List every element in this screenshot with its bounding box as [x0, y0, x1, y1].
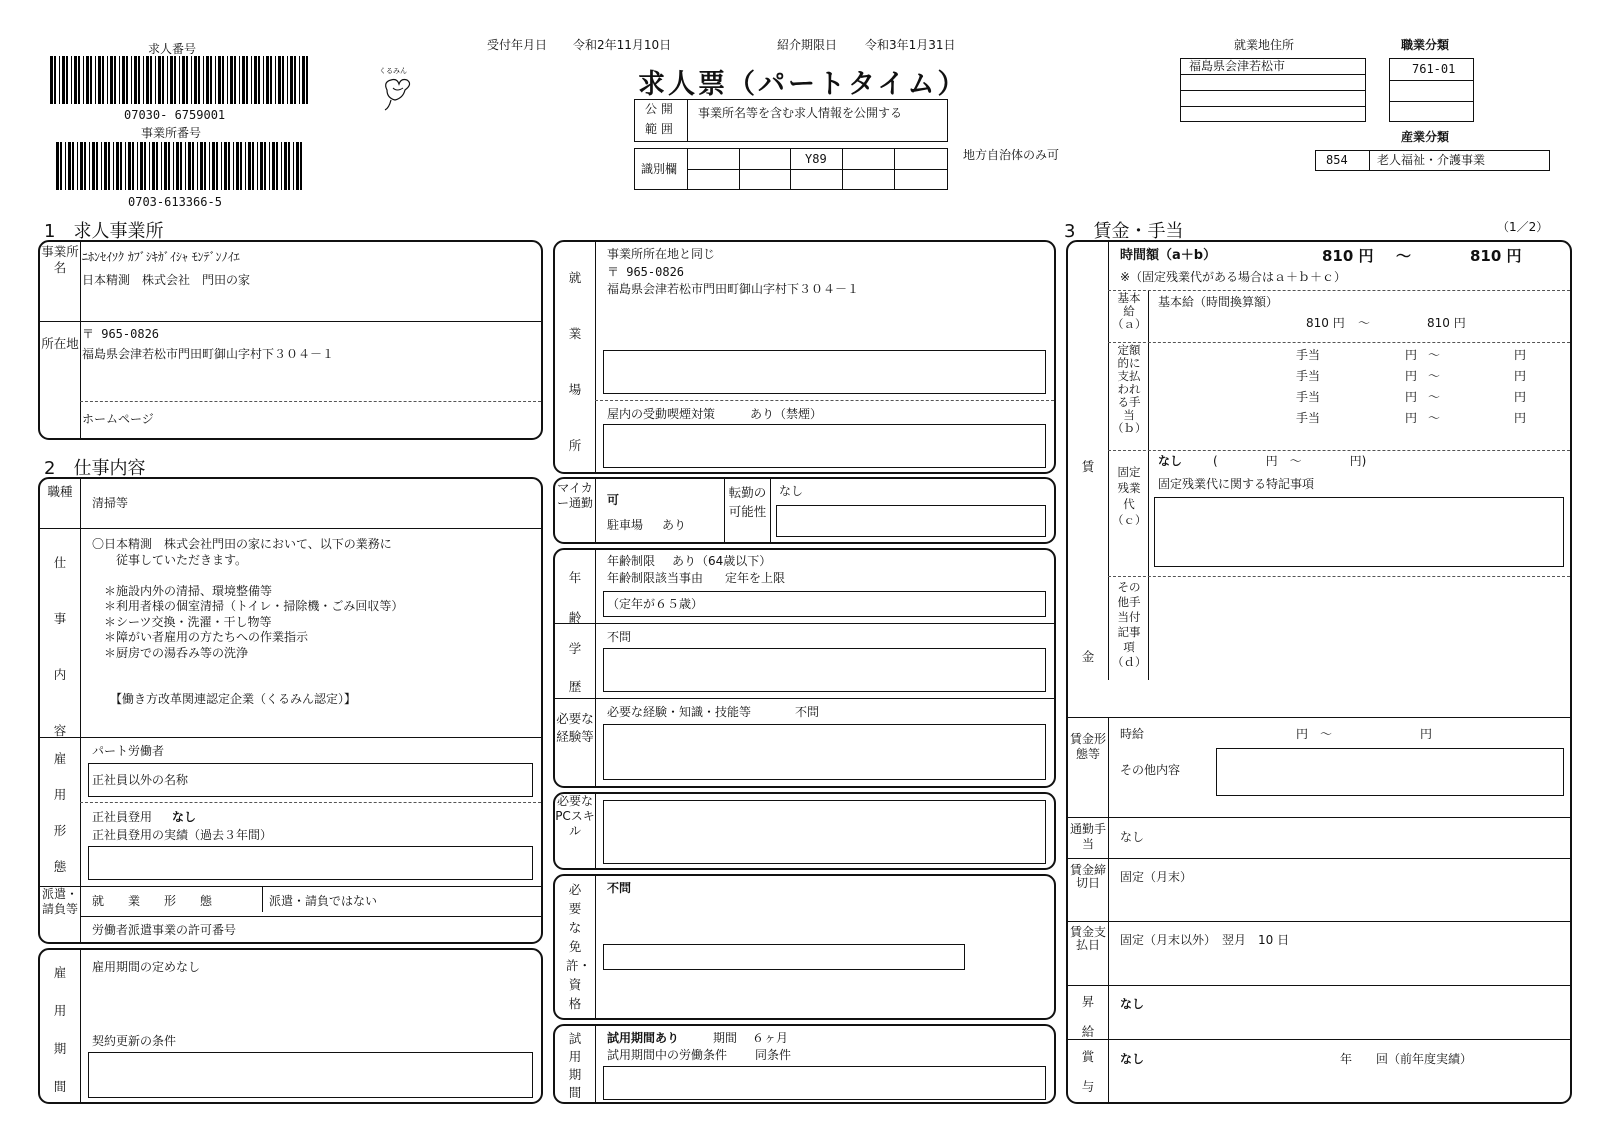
trial-condition-label: 試用期間中の労働条件: [607, 1048, 728, 1062]
location-label: 所在地: [41, 336, 79, 351]
base-salary-min: 810 円: [1306, 316, 1345, 330]
workplace-address-label: 就業地住所: [1234, 38, 1295, 52]
employer-zip: 〒 965-0826: [82, 327, 160, 341]
fixed-allowance-cell: ～: [1428, 411, 1441, 425]
transfer-value: なし: [779, 484, 804, 498]
wage-pay-value: 固定（月末以外） 翌月 10 日: [1120, 933, 1290, 947]
employer-name: 日本精測 株式会社 門田の家: [82, 273, 251, 287]
workplace-box: [553, 240, 1056, 474]
age-limit-value: あり（64歳以下）: [672, 554, 772, 568]
employment-period: 雇用期間の定めなし: [92, 960, 201, 974]
license-box: [553, 874, 1056, 1020]
fixed-allowance-cell: ～: [1428, 369, 1441, 383]
parking-value: あり: [662, 518, 687, 532]
car-commute-value: 可: [607, 493, 620, 507]
work-content-line: ＊厨房での湯呑み等の洗浄: [92, 645, 249, 660]
hourly-wage-max: 810 円: [1470, 247, 1522, 265]
workplace-zip: 〒 965-0826: [607, 265, 685, 279]
industry-class-label: 産業分類: [1401, 130, 1450, 144]
bonus-note: 年 回（前年度実績）: [1340, 1052, 1473, 1066]
commute-box: [553, 477, 1056, 544]
parking-label: 駐車場: [607, 518, 644, 532]
employer-name-label: 事業所名: [41, 244, 79, 275]
hourly-wage-min: 810 円: [1322, 247, 1374, 265]
wage-form-max-yen: 円: [1420, 727, 1433, 741]
hourly-wage-note: ※（固定残業代がある場合はａ＋ｂ＋ｃ）: [1120, 270, 1347, 284]
bonus-label: 賞与: [1081, 1049, 1095, 1094]
dispatch-permit-label: 労働者派遣事業の許可番号: [92, 923, 237, 937]
trial-period-value: 試用期間あり: [607, 1031, 680, 1045]
job-class-box: [1389, 58, 1474, 122]
base-salary-max: 810 円: [1427, 316, 1466, 330]
trial-period-label: 試用期間: [568, 1031, 582, 1100]
received-label: 受付年月日: [487, 38, 548, 52]
industry-class-box: [1315, 150, 1550, 171]
publish-range-label-2: 範 囲: [645, 122, 673, 136]
fixed-allowance-cell: 円: [1405, 411, 1418, 425]
local-gov-note: 地方自治体のみ可: [963, 148, 1060, 162]
experience-text-label: 必要な経験・知識・技能等: [607, 705, 752, 719]
age-reason-value: 定年を上限: [725, 571, 786, 585]
fixed-allowance-cell: 手当: [1296, 369, 1321, 383]
fixed-allowance-cell: 円: [1405, 348, 1418, 362]
bonus-value: なし: [1120, 1052, 1145, 1066]
industry-code: 854: [1326, 153, 1348, 167]
work-form-value: 派遣・請負ではない: [269, 894, 378, 908]
wage-close-value: 固定（月末）: [1120, 870, 1193, 884]
education-label: 学歴: [568, 641, 582, 694]
job-type: 清掃等: [92, 496, 129, 510]
trial-duration-label: 期間: [713, 1031, 738, 1045]
pc-skill-label: 必要なPCスキル: [555, 794, 595, 838]
section-3-title: 3 賃金・手当: [1064, 221, 1184, 242]
commute-allowance-label: 通勤手当: [1069, 822, 1106, 851]
work-content-line: ＊シーツ交換・洗濯・干し物等: [92, 614, 272, 629]
regular-hire-value: なし: [172, 810, 197, 824]
age-reason-label: 年齢制限該当事由: [607, 571, 704, 585]
homepage-label: ホームページ: [82, 412, 154, 426]
workplace-label: 就業場所: [568, 270, 582, 453]
age-label: 年齢: [568, 570, 582, 625]
fixed-allowance-cell: 円: [1514, 390, 1527, 404]
wage-form-min-yen: 円 ～: [1296, 727, 1333, 741]
fixed-allowance-cell: 円: [1514, 369, 1527, 383]
office-number-label: 事業所番号: [141, 126, 202, 140]
id-field-value: Y89: [805, 152, 827, 166]
employment-period-label: 雇用期間: [53, 965, 67, 1094]
id-field-box: [634, 148, 948, 190]
fixed-allowance-cell: ～: [1428, 390, 1441, 404]
fixed-allowance-cell: 手当: [1296, 348, 1321, 362]
base-salary-label: 基本給（ａ）: [1112, 291, 1147, 331]
work-content-line: 〇日本精測 株式会社門田の家において、以下の業務に: [92, 537, 392, 551]
employer-box: [38, 240, 543, 440]
job-number-label: 求人番号: [148, 42, 197, 56]
regular-hire-label: 正社員登用: [92, 810, 153, 824]
overtime-label: 固定残業代（ｃ）: [1112, 465, 1147, 527]
work-content-line: 【働き方改革関連認定企業（くるみん認定）】: [92, 692, 357, 706]
job-content-box: [38, 477, 543, 944]
page-title: 求人票（パートタイム）: [638, 69, 968, 100]
wage-pay-label: 賃金支払日: [1069, 925, 1106, 952]
trial-condition-value: 同条件: [755, 1048, 792, 1062]
page-number: （1／2）: [1497, 220, 1549, 234]
smoking-value: あり（禁煙）: [750, 407, 823, 421]
hourly-wage-separator: ～: [1396, 247, 1412, 265]
industry-name: 老人福祉・介護事業: [1377, 153, 1486, 167]
dispatch-label: 派遣・請負等: [41, 887, 78, 916]
job-class-code: 761-01: [1412, 62, 1456, 76]
wage-form-value: 時給: [1120, 727, 1145, 741]
id-field-label: 識別欄: [641, 162, 678, 176]
renewal-condition-label: 契約更新の条件: [92, 1034, 177, 1048]
raise-value: なし: [1120, 997, 1145, 1011]
kurumin-logo-icon: [375, 64, 419, 116]
fixed-allowance-cell: 円: [1405, 369, 1418, 383]
employment-period-box: [38, 948, 543, 1104]
employer-kana: ﾆﾎﾝｾｲｿｸ ｶﾌﾞｼｷｶﾞｲｼｬ ﾓﾝﾃﾞﾝﾉｲｴ: [82, 250, 240, 264]
wage-box: [1066, 240, 1572, 1104]
office-number-barcode: [56, 142, 304, 190]
experience-label: 必要な経験等: [556, 711, 594, 744]
age-limit-label: 年齢制限: [607, 554, 656, 568]
base-salary-separator: ～: [1358, 316, 1371, 330]
base-salary-text-label: 基本給（時間換算額）: [1158, 295, 1279, 309]
work-content-label: 仕事内容: [53, 555, 67, 738]
workplace-address-detail: 福島県会津若松市門田町御山字村下３０４－１: [607, 282, 860, 296]
deadline-label: 紹介期限日: [777, 38, 838, 52]
job-number: 07030- 6759001: [124, 108, 226, 122]
job-class-label: 職業分類: [1401, 38, 1450, 52]
wage-form-other-label: その他内容: [1120, 763, 1181, 777]
employment-type: パート労働者: [92, 744, 165, 758]
trial-duration-value: ６ヶ月: [752, 1031, 789, 1045]
other-allowance-label: その他手当付記事項（ｄ）: [1112, 580, 1147, 669]
deadline-date: 令和3年1月31日: [865, 38, 956, 52]
wage-form-label: 賃金形態等: [1069, 732, 1106, 761]
office-number: 0703-613366-5: [128, 195, 222, 209]
license-value: 不問: [607, 881, 632, 895]
svg-text:くるみん: くるみん: [379, 67, 407, 75]
experience-value: 不問: [795, 705, 820, 719]
work-content-line: 従事していただきます。: [92, 552, 248, 567]
work-content-line: ＊利用者様の個室清掃（トイレ・掃除機・ごみ回収等）: [92, 599, 404, 613]
non-regular-name-label: 正社員以外の名称: [92, 773, 189, 787]
transfer-label: 転勤の可能性: [728, 485, 767, 519]
workplace-address-box: [1180, 58, 1366, 122]
job-type-label: 職種: [47, 484, 73, 499]
fixed-allowance-cell: 円: [1514, 411, 1527, 425]
fixed-allowance-cell: 手当: [1296, 390, 1321, 404]
workplace-note: 事業所所在地と同じ: [607, 247, 716, 261]
hourly-wage-label: 時間額（a＋b）: [1120, 248, 1217, 263]
fixed-allowance-cell: 手当: [1296, 411, 1321, 425]
commute-allowance-value: なし: [1120, 830, 1145, 844]
regular-hire-record-label: 正社員登用の実績（過去３年間）: [92, 828, 273, 842]
work-content-line: ＊障がい者雇用の方たちへの作業指示: [92, 630, 309, 644]
job-number-barcode: [50, 56, 312, 104]
wage-label: 賃金: [1081, 459, 1095, 664]
work-content-line: ＊施設内外の清掃、環境整備等: [92, 583, 273, 598]
publish-range-box: [634, 99, 948, 142]
employment-type-label: 雇用形態: [53, 751, 67, 874]
section-1-title: 1 求人事業所: [44, 221, 164, 242]
qualifications-box: [553, 548, 1056, 788]
fixed-allowance-cell: 円: [1405, 390, 1418, 404]
overtime-value: なし: [1158, 454, 1183, 468]
wage-close-label: 賃金締切日: [1069, 863, 1106, 890]
employer-address: 福島県会津若松市門田町御山字村下３０４－１: [82, 347, 335, 361]
raise-label: 昇給: [1081, 994, 1095, 1039]
section-2-title: 2 仕事内容: [44, 458, 146, 479]
age-note: （定年が６５歳）: [607, 597, 704, 611]
fixed-allowance-label: 定額的に支払われる手当（ｂ）: [1112, 343, 1147, 435]
overtime-note-label: 固定残業代に関する特記事項: [1158, 477, 1315, 491]
smoking-label: 屋内の受動喫煙対策: [607, 407, 716, 421]
car-commute-label: マイカー通勤: [556, 481, 593, 510]
overtime-range: ( 円 ～ 円): [1213, 454, 1367, 468]
license-label: 必要な免許・資格: [566, 882, 592, 1011]
workplace-address: 福島県会津若松市: [1189, 59, 1286, 73]
publish-range-value: 事業所名等を含む求人情報を公開する: [698, 106, 903, 120]
education-value: 不問: [607, 630, 632, 644]
trial-period-box: [553, 1024, 1056, 1104]
fixed-allowance-cell: 円: [1514, 348, 1527, 362]
work-form-label: 就 業 形 態: [92, 894, 213, 908]
pc-skill-box: [553, 792, 1056, 870]
fixed-allowance-cell: ～: [1428, 348, 1441, 362]
publish-range-label: 公 開: [645, 102, 673, 116]
received-date: 令和2年11月10日: [573, 38, 672, 52]
